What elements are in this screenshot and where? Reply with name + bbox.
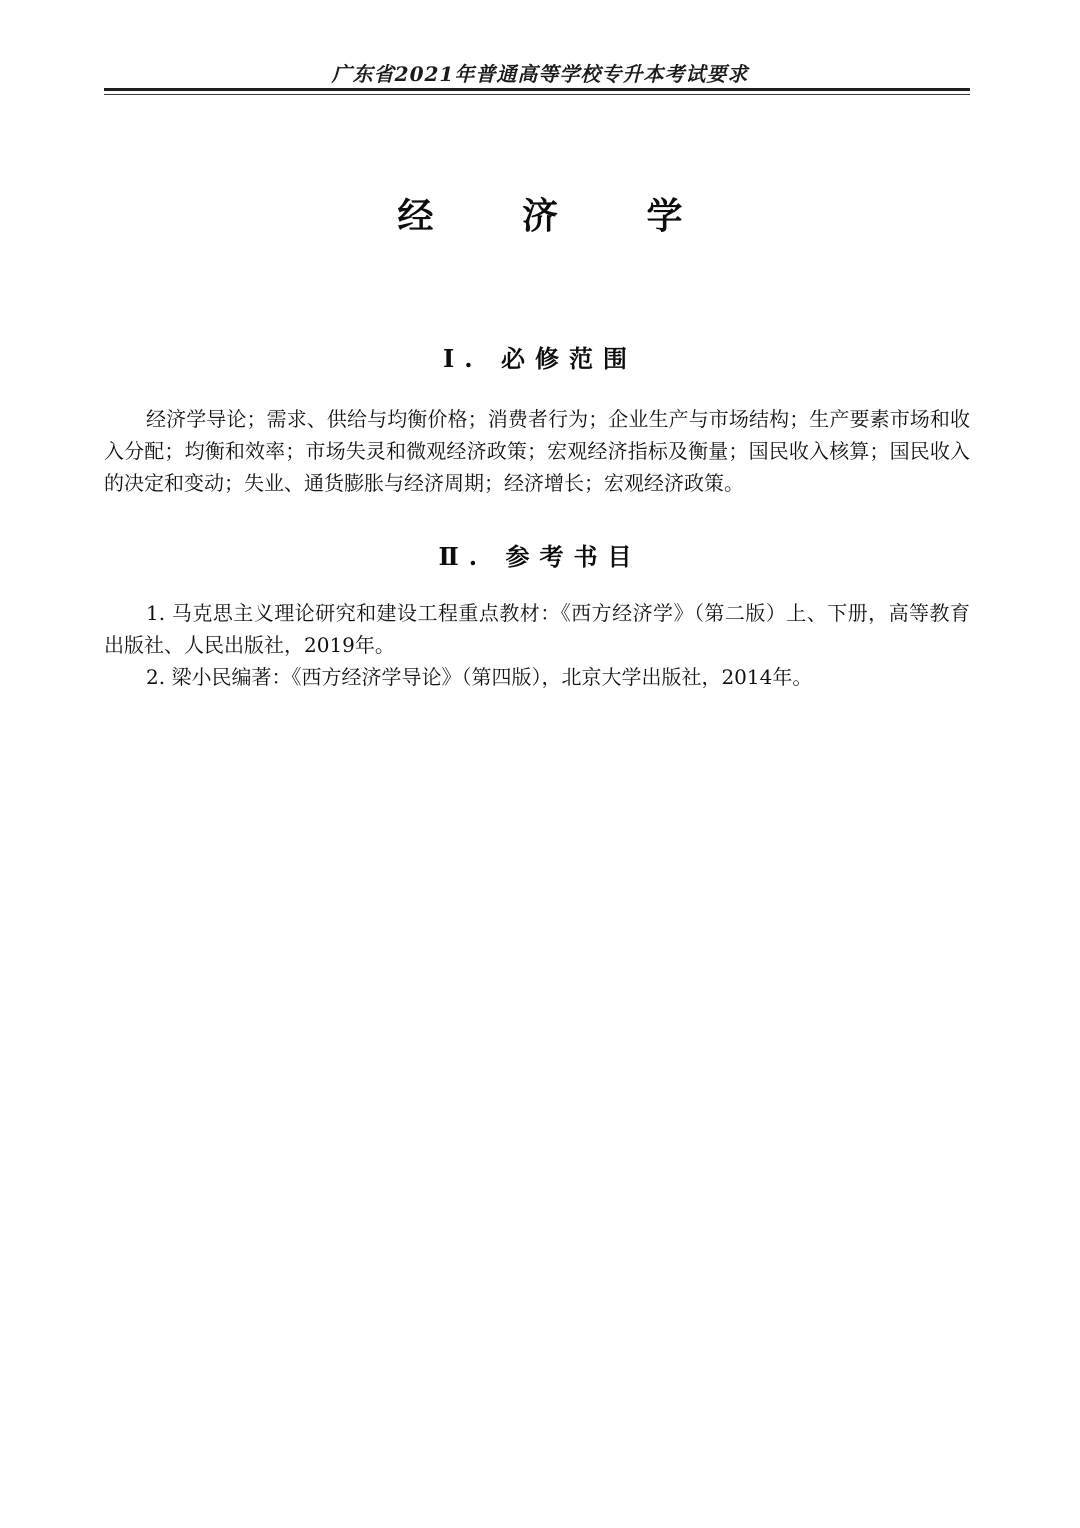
header-rule-thin	[104, 94, 970, 95]
reference-list	[104, 597, 970, 693]
document-title: 经 济 学	[397, 196, 721, 237]
required-scope-paragraph: 经济学导论；需求、供给与均衡价格；消费者行为；企业生产与市场结构；生产要素市场和收入分配；均衡和效率；市场失灵和微观经济政策；宏观经济指标及衡量；国民收入核算；国民收入的决定和变动；失业、通货膨胀与经济周期；经济增长；宏观经济政策。	[104, 407, 970, 495]
reference-item-1: 1. 马克思主义理论研究和建设工程重点教材：《西方经济学》（第二版）上、下册，高等教育出版社、人民出版社，2019年。	[104, 601, 970, 657]
header-rule-thick	[104, 88, 970, 91]
running-header: 广东省2021年普通高等学校专升本考试要求	[331, 62, 749, 86]
reference-item-2: 2. 梁小民编著：《西方经济学导论》（第四版），北京大学出版社，2014年。	[146, 665, 813, 689]
section-heading-required-scope: Ⅰ. 必修范围	[443, 344, 637, 373]
section-heading-references: Ⅱ. 参考书目	[438, 542, 642, 571]
